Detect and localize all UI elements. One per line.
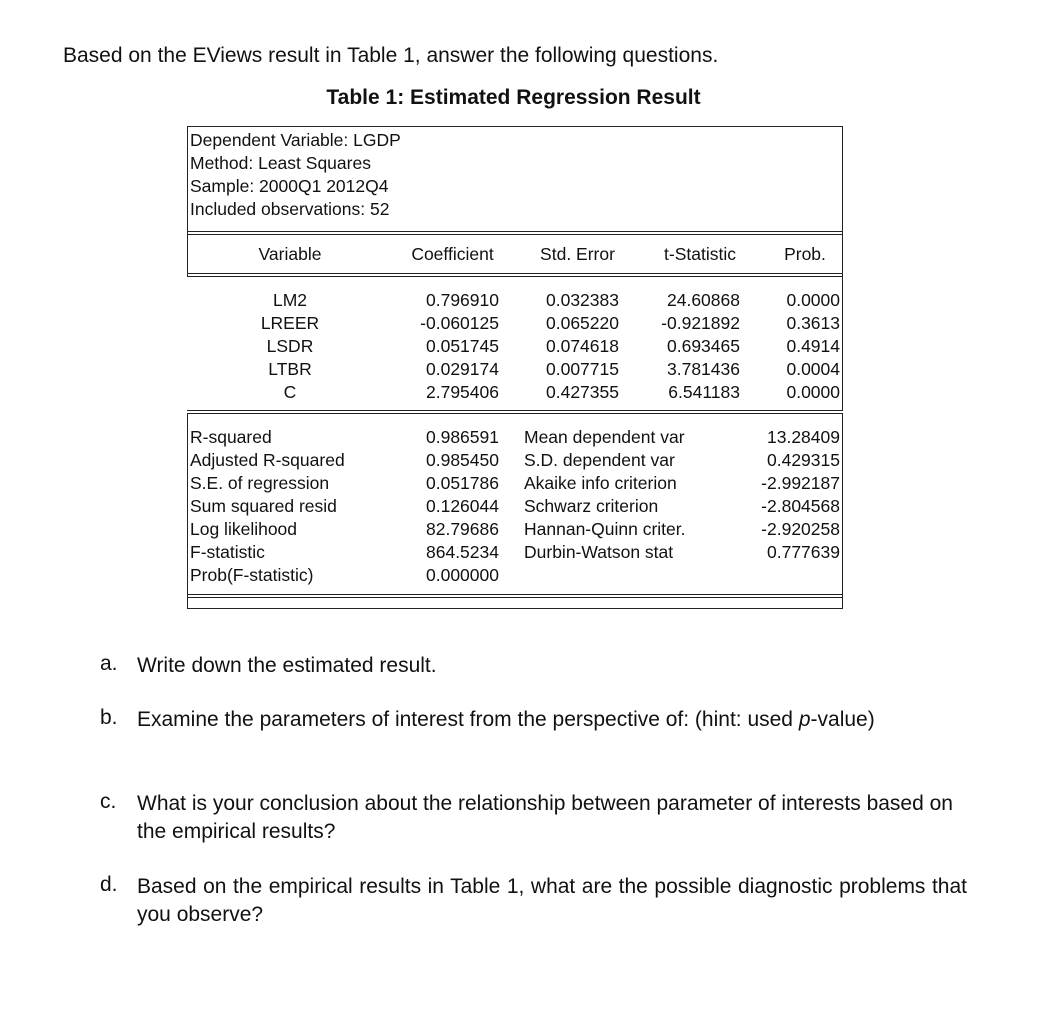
stat-label: Adjusted R-squared [190, 450, 345, 470]
stat-label: Prob(F-statistic) [190, 565, 314, 585]
stat-label: Sum squared resid [190, 496, 337, 516]
observations-line: Included observations: 52 [190, 199, 390, 219]
row-t-statistic: 0.693465 [667, 336, 740, 356]
question-b-emphasis: p [798, 708, 811, 731]
stat-label: Durbin-Watson stat [524, 542, 674, 562]
row-std-error: 0.007715 [546, 359, 619, 379]
question-a-label: a. [100, 652, 118, 675]
row-prob: 0.3613 [786, 313, 840, 333]
question-d-text: Based on the empirical results in Table 1, what are the possible diagnostic problems that you observe? [137, 875, 967, 926]
stat-label: S.E. of regression [190, 473, 330, 493]
stat-value: 13.28409 [767, 427, 840, 447]
stat-label: Mean dependent var [524, 427, 685, 447]
question-b-label: b. [100, 706, 118, 729]
row-t-statistic: -0.921892 [661, 313, 740, 333]
table-caption-text: Table 1: Estimated Regression Result [326, 86, 701, 109]
stat-label: F-statistic [190, 542, 265, 562]
intro-text: Based on the EViews result in Table 1, answer the following questions. [63, 44, 719, 67]
row-t-statistic: 6.541183 [668, 382, 740, 402]
row-std-error: 0.065220 [546, 313, 619, 333]
stat-value: -2.992187 [761, 473, 840, 493]
frame-right [842, 277, 843, 411]
regression-header-box [187, 126, 843, 232]
row-variable: LM2 [272, 290, 308, 310]
row-variable: LSDR [266, 336, 314, 356]
question-a-text: Write down the estimated result. [137, 654, 437, 677]
stat-label: Schwarz criterion [524, 496, 659, 516]
question-b-text-main: Examine the parameters of interest from the perspective of: (hint: used [137, 708, 799, 731]
row-coefficient: 0.796910 [426, 290, 499, 310]
stat-label: S.D. dependent var [524, 450, 675, 470]
stat-value: -2.920258 [761, 519, 840, 539]
row-coefficient: -0.060125 [420, 313, 499, 333]
stat-value: 0.985450 [426, 450, 499, 470]
row-variable: LTBR [268, 359, 312, 379]
row-t-statistic: 3.781436 [667, 359, 740, 379]
double-rule [187, 410, 843, 414]
question-b-text-end: -value) [810, 708, 875, 731]
double-rule [187, 594, 843, 598]
stat-value: 0.126044 [426, 496, 499, 516]
row-coefficient: 0.051745 [426, 336, 499, 356]
stat-value: 82.79686 [426, 519, 499, 539]
bottom-rule [187, 608, 843, 609]
double-rule [187, 231, 843, 235]
stat-value: 0.000000 [426, 565, 499, 585]
stat-label: Log likelihood [190, 519, 298, 539]
frame-right [842, 231, 843, 277]
frame-left [187, 414, 188, 609]
row-variable: LREER [260, 313, 320, 333]
stat-label: Hannan-Quinn criter. [524, 519, 686, 539]
row-prob: 0.0004 [786, 359, 840, 379]
dependent-variable-line: Dependent Variable: LGDP [190, 130, 401, 150]
row-std-error: 0.074618 [546, 336, 619, 356]
row-prob: 0.0000 [786, 382, 840, 402]
row-std-error: 0.427355 [546, 382, 619, 402]
double-rule [187, 273, 843, 277]
frame-right [842, 414, 843, 609]
question-c-text: What is your conclusion about the relationship between parameter of interests based on the empirical results? [137, 792, 953, 843]
col-header-prob: Prob. [784, 244, 826, 264]
col-header-t-statistic: t-Statistic [664, 244, 736, 264]
stat-value: 0.429315 [767, 450, 840, 470]
row-coefficient: 0.029174 [426, 359, 499, 379]
question-b-text [137, 706, 987, 734]
question-d-label: d. [100, 873, 118, 896]
row-t-statistic: 24.60868 [667, 290, 740, 310]
row-variable: C [283, 382, 297, 402]
row-prob: 0.0000 [786, 290, 840, 310]
stat-value: -2.804568 [761, 496, 840, 516]
row-coefficient: 2.795406 [426, 382, 499, 402]
col-header-coefficient: Coefficient [411, 244, 494, 264]
question-c-label: c. [100, 790, 117, 813]
col-header-std-error: Std. Error [540, 244, 615, 264]
table-caption [0, 86, 1037, 110]
stat-value: 0.777639 [767, 542, 840, 562]
col-header-variable: Variable [258, 244, 322, 264]
method-line: Method: Least Squares [190, 153, 371, 173]
stat-value: 0.051786 [426, 473, 499, 493]
sample-line: Sample: 2000Q1 2012Q4 [190, 176, 389, 196]
stat-label: R-squared [190, 427, 272, 447]
stat-label: Akaike info criterion [524, 473, 677, 493]
stat-value: 0.986591 [426, 427, 499, 447]
stat-value: 864.5234 [426, 542, 499, 562]
row-prob: 0.4914 [786, 336, 840, 356]
frame-left [187, 231, 188, 277]
row-std-error: 0.032383 [546, 290, 619, 310]
